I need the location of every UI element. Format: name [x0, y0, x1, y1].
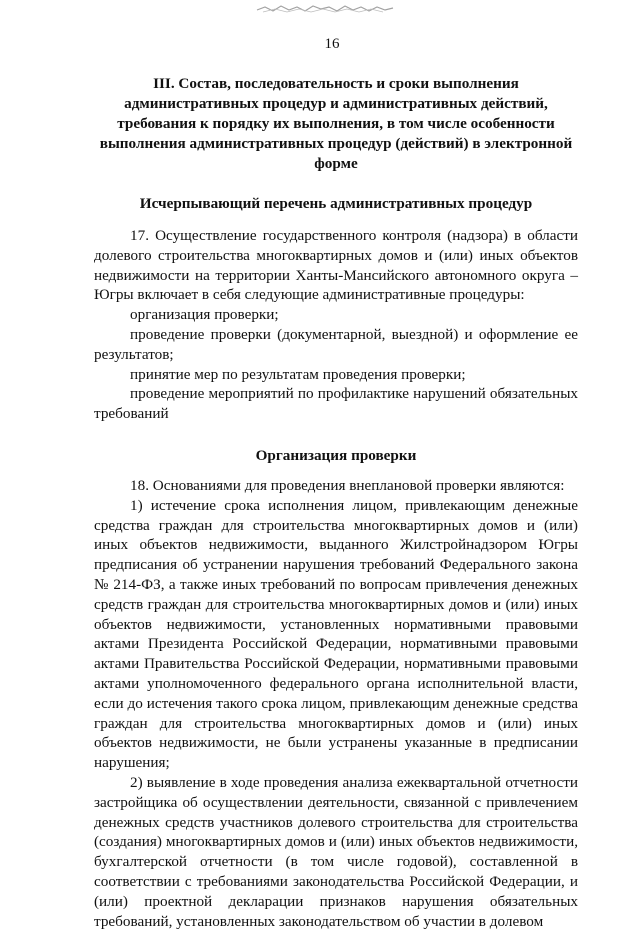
- paragraph-18: 18. Основаниями для проведения внеплановой проверки являются:: [130, 476, 565, 494]
- procedure-item: проведение проверки (документарной, выездной) и оформление ее результатов;: [94, 325, 578, 363]
- paragraph-17: 17. Осуществление государственного контроля (надзора) в области долевого строительства многоквартирных домов и (или) иных объектов недвижимости на территории Ханты-Мансийского автономного округа – Югры включает в себя следующие административные процедуры:: [94, 227, 578, 304]
- ground-item-2: 2) выявление в ходе проведения анализа ежеквартальной отчетности застройщика об осуществлении деятельности, связанной с привлечением денежных средств участников долевого строительства для строительства (создания) многоквартирных домов и (или) иных объектов недвижимости, бухгалтерской отчетности (в том числе годовой), составленной в соответствии с требованиями законодательства Российской Федерации, и (или) проектной декларации признаков нарушения обязательных требований, установленных законодательством об участии в долевом: [94, 773, 578, 930]
- scan-artifact-mark: [255, 2, 395, 14]
- procedure-item: проведение мероприятий по профилактике нарушений обязательных требований: [94, 385, 578, 423]
- document-body: [94, 74, 578, 931]
- procedure-item: принятие мер по результатам проведения проверки;: [130, 365, 466, 383]
- subsection-title-procedures: Исчерпывающий перечень административных процедур: [139, 195, 533, 212]
- section-heading: III. Состав, последовательность и сроки выполнения административных процедур и административных действий, требования к порядку их выполнения, в том числе особенности выполнения административных процедур (действий) в электронной форме: [99, 75, 573, 172]
- ground-item-1: 1) истечение срока исполнения лицом, привлекающим денежные средства граждан для строительства многоквартирных домов и (или) иных объектов недвижимости, выданного Жилстройнадзором Югры предписания об устранении нарушения требований Федерального закона № 214-ФЗ, а также иных требований по вопросам привлечения денежных средств граждан для строительства многоквартирных домов и (или) иных объектов недвижимости, установленных нормативными правовыми актами Президента Российской Федерации, нормативными правовыми актами Правительства Российской Федерации, нормативными правовыми актами уполномоченного федерального органа исполнительной власти, если до истечения такого срока лицом, привлекающим денежные средства граждан для строительства многоквартирных домов и (или) иных объектов недвижимости, не были устранены указанные в предписании нарушения;: [94, 496, 578, 772]
- procedure-item: организация проверки;: [130, 306, 279, 324]
- subsection-title-organization: Организация проверки: [255, 446, 417, 464]
- page-number: 16: [324, 36, 340, 52]
